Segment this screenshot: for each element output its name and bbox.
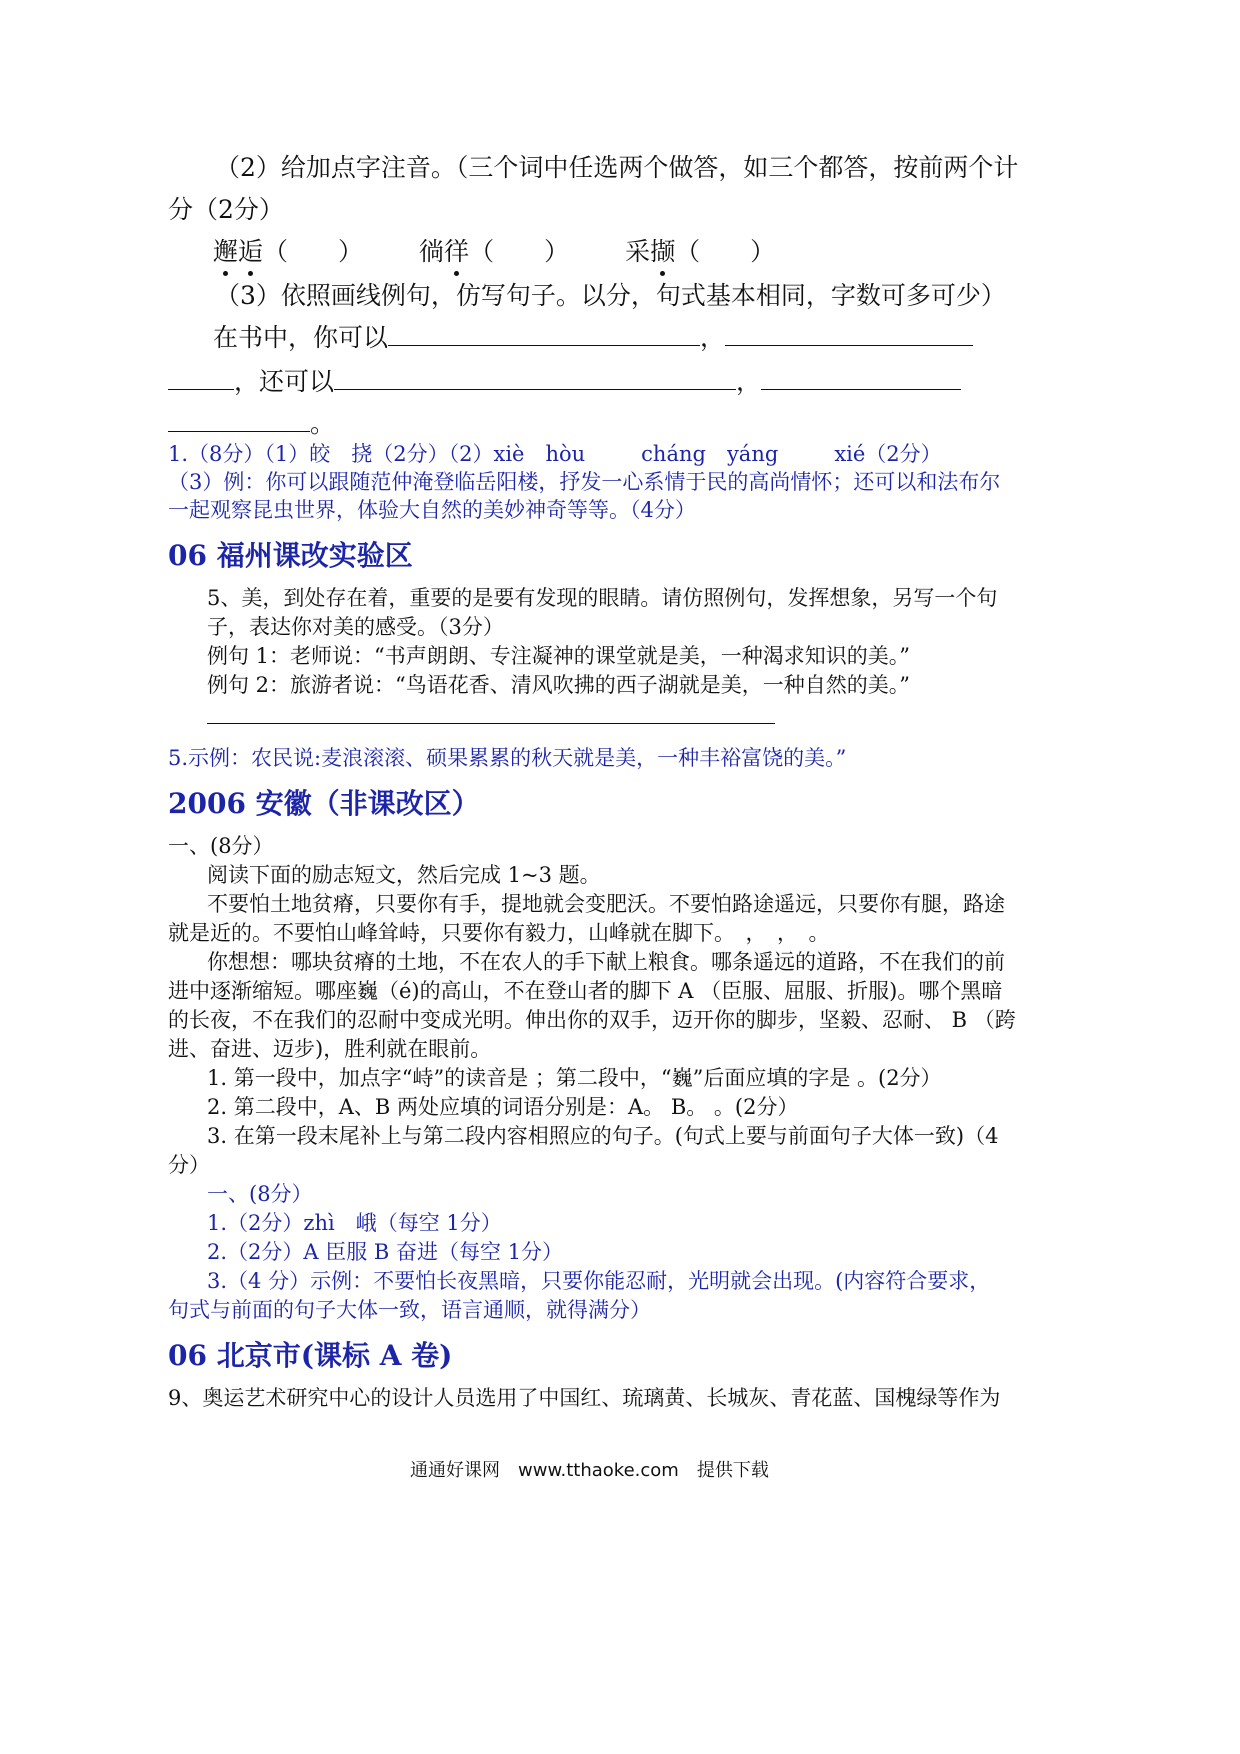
answer-text: 1.（8分）（1）皎 挠（2分）（2）xiè hòu [168,442,586,466]
sec1-answer: 5.示例：农民说:麦浪滚滚、硕果累累的秋天就是美，一种丰裕富饶的美。” [168,746,847,770]
sec2-answer-3: 3.（4 分）示例：不要怕长夜黑暗，只要你能忍耐，光明就会出现。(内容符合要求， [207,1269,991,1293]
answer-blank [168,363,234,390]
sec2-q3: 3. 在第一段末尾补上与第二段内容相照应的句子。(句式上要与前面句子大体一致)（4 [207,1124,999,1148]
q3-fill-row1 [213,318,973,354]
sec2-para1-line1: 不要怕土地贫瘠，只要你有手，提地就会变肥沃。不要怕路途遥远，只要你有腿，路途 [207,892,1005,916]
dotted-char: 撷 [650,232,675,268]
answer-blank [761,363,961,390]
q2-line1: （2）给加点字注音。（三个词中任选两个做答，如三个都答，按前两个计 [215,153,1019,182]
dotted-char: 邂 [213,232,238,268]
pinyin-blank: （ ） [675,237,776,266]
comma: ， [736,367,762,396]
sec2-para2-line4: 进、奋进、迈步)，胜利就在眼前。 [168,1037,492,1061]
plain-char: 采 [625,237,651,266]
sec2-answer-2: 2.（2分）A 臣服 B 奋进（每空 1分） [207,1240,564,1264]
q3-fill-row2 [168,362,961,398]
answer-text: cháng yáng [641,442,779,466]
pinyin-blank: （ ） [469,237,570,266]
sec2-answer-3-cont: 句式与前面的句子大体一致，语言通顺，就得满分） [168,1298,651,1322]
plain-char: 徜 [419,237,445,266]
sec2-para1-line2: 就是近的。不要怕山峰耸峙，只要你有毅力，山峰就在脚下。 ， ， 。 [168,921,830,945]
sec2-q2: 2. 第二段中，A、B 两处应填的词语分别是：A。 B。 。(2分） [207,1095,799,1119]
fill-prefix: ，还可以 [234,367,335,396]
dotted-char: 徉 [444,232,469,268]
sec1-line2: 子，表达你对美的感受。（3分） [207,615,504,639]
comma: ， [700,323,726,352]
q2-words-line [213,232,775,268]
answer-blank [725,319,973,346]
sec2-title: 一、(8分） [168,834,274,858]
sec3-line1: 9、奥运艺术研究中心的设计人员选用了中国红、琉璃黄、长城灰、青花蓝、国槐绿等作为 [168,1386,1001,1410]
section-heading-beijing: 06 北京市(课标 A 卷) [168,1339,453,1372]
sec2-instruction: 阅读下面的励志短文，然后完成 1~3 题。 [207,863,601,887]
period: 。 [310,409,336,438]
sec1-example2: 例句 2：旅游者说：“鸟语花香、清风吹拂的西子湖就是美，一种自然的美。” [207,673,911,697]
answer-blank [334,363,736,390]
answer-blank [388,319,700,346]
sec2-q1: 1. 第一段中，加点字“峙”的读音是 ；第二段中，“巍”后面应填的字是 。(2分） [207,1066,942,1090]
sec1-line1: 5、美，到处存在着，重要的是要有发现的眼睛。请仿照例句，发挥想象，另写一个句 [207,586,998,610]
answer-1-line1 [168,438,942,468]
sec1-example1: 例句 1：老师说：“书声朗朗、专注凝神的课堂就是美，一种渴求知识的美。” [207,644,911,668]
sec1-answer-line [207,723,775,724]
q2-line2: 分（2分） [168,195,284,224]
answer-blank [168,405,310,432]
dotted-char: 逅 [238,232,263,268]
section-heading-anhui: 2006 安徽（非课改区） [168,787,480,820]
sec2-para2-line2: 进中逐渐缩短。哪座巍（é)的高山，不在登山者的脚下 A （臣服、屈服、折服)。哪个黑暗 [168,979,1003,1003]
section-heading-fuzhou: 06 福州课改实验区 [168,539,413,572]
q3-fill-row3 [168,404,335,440]
sec2-para2-line1: 你想想：哪块贫瘠的土地，不在农人的手下献上粮食。哪条遥远的道路，不在我们的前 [207,950,1005,974]
answer-1-line2: （3）例：你可以跟随范仲淹登临岳阳楼，抒发一心系情于民的高尚情怀；还可以和法布尔 [168,470,1001,494]
pinyin-blank: （ ） [263,237,364,266]
sec2-answer-title: 一、(8分） [207,1182,313,1206]
answer-1-line3: 一起观察昆虫世界，体验大自然的美妙神奇等等。（4分） [168,498,696,522]
sec2-q3-cont: 分） [168,1153,210,1177]
page-footer: 通通好课网 www.tthaoke.com 提供下载 [410,1460,769,1481]
sec2-para2-line3: 的长夜，不在我们的忍耐中变成光明。伸出你的双手，迈开你的脚步，坚毅、忍耐、 B （跨 [168,1008,1016,1032]
q3-line: （3）依照画线例句，仿写句子。以分，句式基本相同，字数可多可少） [215,281,1006,310]
fill-prefix: 在书中，你可以 [213,323,389,352]
sec2-answer-1: 1.（2分）zhì 峨（每空 1分） [207,1211,502,1235]
answer-text: xié（2分） [834,442,942,466]
